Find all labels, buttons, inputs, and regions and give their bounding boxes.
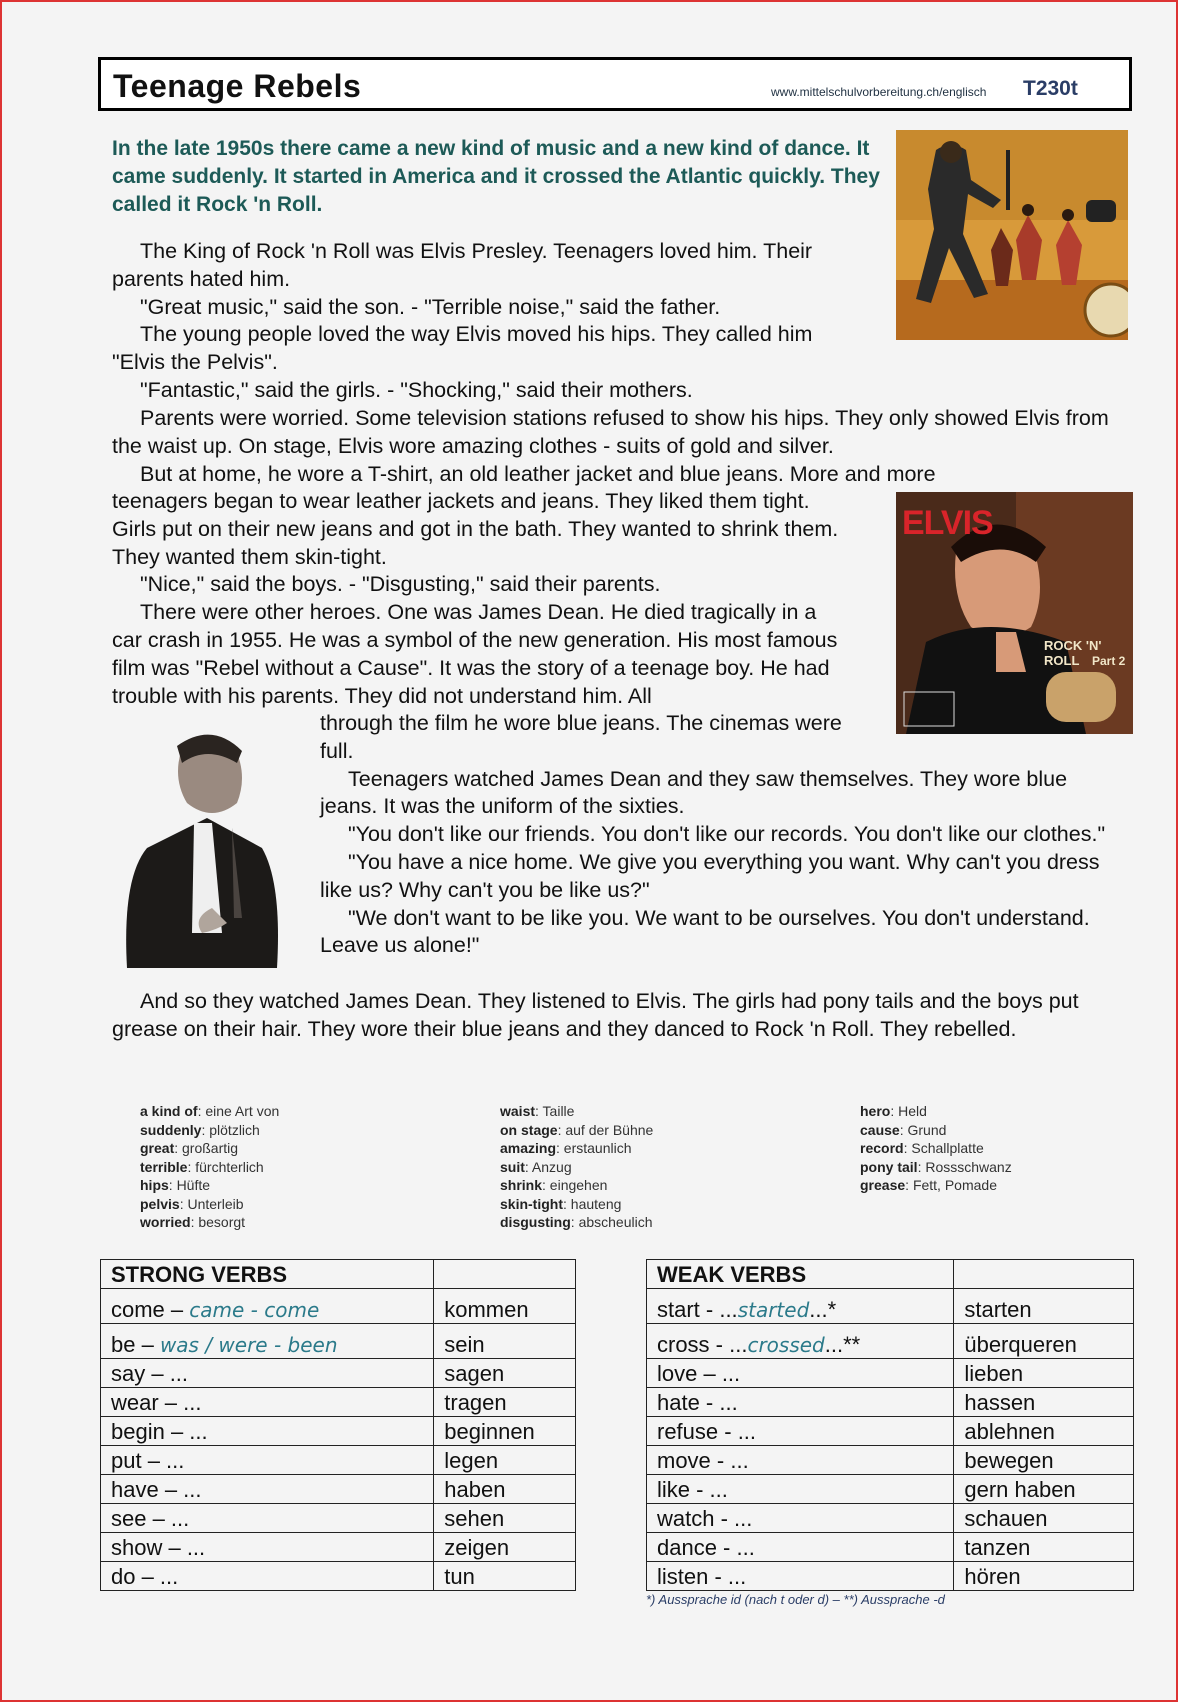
- vocab-term: hero: [860, 1103, 891, 1119]
- table-header-row: [647, 1260, 1134, 1289]
- table-row: [101, 1475, 576, 1504]
- table-row: [101, 1562, 576, 1591]
- paragraph: "You have a nice home. We give you everything you want. Why can't you dress like us? Why can't you be like us?": [320, 849, 1100, 902]
- table-row: [101, 1289, 576, 1324]
- table-row: [647, 1324, 1134, 1359]
- verb-cell[interactable]: [101, 1446, 434, 1475]
- paragraph: And so they watched James Dean. They listened to Elvis. The girls had pony tails and the boys put grease on their hair. They wore their blue jeans and they danced to Rock 'n Roll. They rebelled.: [112, 989, 1079, 1041]
- translation-cell: hassen: [954, 1388, 1134, 1417]
- table-row: [647, 1475, 1134, 1504]
- paragraph: "Nice," said the boys. - "Disgusting," said their parents.: [140, 572, 661, 597]
- elvis-album-image: [896, 492, 1133, 734]
- vocab-term: pony tail: [860, 1158, 918, 1175]
- verb-base: do – ...: [111, 1564, 179, 1589]
- verb-cell[interactable]: [647, 1446, 954, 1475]
- vocab-term: hips: [140, 1177, 169, 1193]
- paragraph: Teenagers watched James Dean and they saw themselves. They wore blue jeans. It was the uniform of the sixties.: [320, 766, 1068, 819]
- table-header-row: [101, 1260, 576, 1289]
- vocab-entry: suit: Anzug: [500, 1158, 572, 1175]
- body-block-c: [112, 488, 850, 710]
- vocab-translation: Held: [898, 1103, 927, 1119]
- vocab-column-2: [500, 1102, 653, 1232]
- table-row: [101, 1359, 576, 1388]
- vocab-entry: a kind of: eine Art von: [140, 1103, 280, 1119]
- paragraph: The King of Rock 'n Roll was Elvis Presley. Teenagers loved him. Their parents hated him.: [112, 239, 813, 291]
- translation-cell: zeigen: [434, 1533, 576, 1562]
- verb-base: put – ...: [111, 1448, 185, 1473]
- empty-header-cell: [954, 1260, 1134, 1289]
- translation-cell: lieben: [954, 1359, 1134, 1388]
- verb-cell[interactable]: [647, 1562, 954, 1591]
- vocab-term: great: [140, 1140, 175, 1156]
- verb-cell[interactable]: [101, 1289, 434, 1324]
- strong-verbs-header: STRONG VERBS: [101, 1260, 434, 1289]
- verb-cell[interactable]: [647, 1324, 954, 1359]
- vocab-term: suddenly: [140, 1121, 202, 1138]
- verb-cell[interactable]: [647, 1359, 954, 1388]
- translation-cell: legen: [434, 1446, 576, 1475]
- vocab-translation: erstaunlich: [563, 1140, 632, 1156]
- vocab-translation: Taille: [542, 1103, 575, 1119]
- verb-cell[interactable]: [101, 1388, 434, 1417]
- verb-base: be –: [111, 1332, 160, 1357]
- verb-cell[interactable]: [101, 1417, 434, 1446]
- translation-cell: schauen: [954, 1504, 1134, 1533]
- verb-cell[interactable]: [647, 1417, 954, 1446]
- verb-cell[interactable]: [101, 1504, 434, 1533]
- translation-cell: sein: [434, 1324, 576, 1359]
- paragraph: There were other heroes. One was James Dean. He died tragically in a car crash in 1955. He was a symbol of the new generation. His most famous film was "Rebel without a Cause". It was the story of a teenage boy. He had trouble with his parents. They did not understand him. All: [112, 600, 838, 708]
- vocab-entry: cause: Grund: [860, 1121, 947, 1138]
- source-url: www.mittelschulvorbereitung.ch/englisch: [771, 85, 987, 99]
- verb-base: hate - ...: [657, 1390, 738, 1415]
- vocab-term: suit: [500, 1158, 525, 1175]
- translation-cell: ablehnen: [954, 1417, 1134, 1446]
- translation-cell: hören: [954, 1562, 1134, 1591]
- table-row: [647, 1417, 1134, 1446]
- verb-answer: crossed: [747, 1333, 825, 1357]
- table-row: [647, 1359, 1134, 1388]
- paragraph: "We don't want to be like you. We want to be ourselves. You don't understand. Leave us alone!": [320, 905, 1090, 958]
- vocab-term: record: [860, 1140, 904, 1156]
- vocab-entry: shrink: eingehen: [500, 1177, 608, 1193]
- vocab-term: waist: [500, 1103, 536, 1119]
- body-block-a: [112, 238, 842, 405]
- table-row: [101, 1504, 576, 1533]
- translation-cell: bewegen: [954, 1446, 1134, 1475]
- vocab-translation: Rossschwanz: [925, 1158, 1012, 1175]
- verb-base: come –: [111, 1297, 190, 1322]
- verb-cell[interactable]: [101, 1562, 434, 1591]
- paragraph: The young people loved the way Elvis moved his hips. They called him "Elvis the Pelvis".: [112, 322, 813, 375]
- empty-header-cell: [434, 1260, 576, 1289]
- vocab-entry: worried: besorgt: [140, 1214, 246, 1230]
- verb-cell[interactable]: [101, 1533, 434, 1562]
- verb-cell[interactable]: [101, 1475, 434, 1504]
- paragraph: "Fantastic," said the girls. - "Shocking," said their mothers.: [140, 377, 693, 402]
- verb-answer: was / were - been: [159, 1333, 338, 1357]
- vocab-translation: Grund: [907, 1121, 947, 1138]
- body-block-d: [320, 710, 1130, 960]
- weak-verbs-table: [646, 1259, 1134, 1591]
- table-row: [647, 1289, 1134, 1324]
- vocab-translation: fürchterlich: [195, 1158, 264, 1175]
- vocab-term: disgusting: [500, 1214, 571, 1230]
- vocab-translation: Schallplatte: [911, 1140, 984, 1156]
- verb-cell[interactable]: [647, 1388, 954, 1417]
- table-row: [647, 1388, 1134, 1417]
- translation-cell: sagen: [434, 1359, 576, 1388]
- vocab-entry: suddenly: plötzlich: [140, 1121, 260, 1138]
- vocab-term: on stage: [500, 1121, 558, 1138]
- paragraph: teenagers began to wear leather jackets and jeans. They liked them tight. Girls put on their new jeans and got in the bath. They wanted to shrink them. They wanted them skin-tight.: [112, 489, 839, 569]
- verb-base: watch - ...: [657, 1506, 753, 1531]
- verb-base: show – ...: [111, 1535, 206, 1560]
- verb-base: start - ...: [657, 1297, 738, 1322]
- table-row: [101, 1324, 576, 1359]
- verb-suffix: ...**: [824, 1332, 861, 1357]
- verb-cell[interactable]: [647, 1504, 954, 1533]
- vocab-translation: besorgt: [198, 1214, 246, 1230]
- vocab-entry: disgusting: abscheulich: [500, 1214, 653, 1230]
- verb-answer: came - come: [189, 1298, 320, 1322]
- table-row: [647, 1562, 1134, 1591]
- vocab-translation: Hüfte: [176, 1177, 211, 1193]
- vocab-entry: skin-tight: hauteng: [500, 1195, 622, 1212]
- vocab-translation: Unterleib: [187, 1195, 244, 1212]
- vocab-term: worried: [140, 1214, 191, 1230]
- vocab-translation: eingehen: [549, 1177, 608, 1193]
- body-block-b: [112, 405, 1122, 488]
- vocab-entry: waist: Taille: [500, 1103, 575, 1119]
- vocab-term: cause: [860, 1121, 900, 1138]
- weak-verbs-header: WEAK VERBS: [647, 1260, 954, 1289]
- vocab-entry: record: Schallplatte: [860, 1140, 984, 1156]
- verb-base: have – ...: [111, 1477, 202, 1502]
- translation-cell: sehen: [434, 1504, 576, 1533]
- vocab-column-3: [860, 1102, 1012, 1195]
- title-box: [98, 57, 1132, 111]
- paragraph: Parents were worried. Some television stations refused to show his hips. They only showed Elvis from the waist up. On stage, Elvis wore amazing clothes - suits of gold and silver.: [112, 406, 1109, 458]
- vocab-translation: plötzlich: [209, 1121, 260, 1138]
- verb-cell[interactable]: [101, 1359, 434, 1388]
- vocab-entry: on stage: auf der Bühne: [500, 1121, 654, 1138]
- intro-text: In the late 1950s there came a new kind of music and a new kind of dance. It came suddenly. It started in America and it crossed the Atlantic quickly. They called it Rock 'n Roll.: [112, 137, 880, 216]
- verb-base: refuse - ...: [657, 1419, 757, 1444]
- translation-cell: haben: [434, 1475, 576, 1504]
- verb-base: see – ...: [111, 1506, 190, 1531]
- table-row: [101, 1446, 576, 1475]
- verb-cell[interactable]: [647, 1475, 954, 1504]
- vocab-term: terrible: [140, 1158, 188, 1175]
- vocab-term: pelvis: [140, 1195, 180, 1212]
- vocab-term: shrink: [500, 1177, 543, 1193]
- strong-verbs-table: [100, 1259, 576, 1591]
- vocab-entry: grease: Fett, Pomade: [860, 1177, 997, 1193]
- vocab-translation: Anzug: [531, 1158, 572, 1175]
- vocab-column-1: [140, 1102, 279, 1232]
- verb-base: say – ...: [111, 1361, 189, 1386]
- worksheet-code: T230t: [1023, 77, 1078, 100]
- vocab-translation: großartig: [182, 1140, 239, 1156]
- album-subtitle: ROCK 'N' ROLL: [1044, 638, 1102, 668]
- page-title: Teenage Rebels: [113, 68, 362, 104]
- verb-cell[interactable]: [101, 1324, 434, 1359]
- table-row: [101, 1417, 576, 1446]
- translation-cell: beginnen: [434, 1417, 576, 1446]
- vocab-term: grease: [860, 1177, 906, 1193]
- paragraph: "Great music," said the son. - "Terrible noise," said the father.: [140, 294, 721, 319]
- verb-base: begin – ...: [111, 1419, 208, 1444]
- vocab-term: a kind of: [140, 1103, 198, 1119]
- vocab-translation: eine Art von: [205, 1103, 280, 1119]
- verb-base: dance - ...: [657, 1535, 755, 1560]
- table-row: [101, 1533, 576, 1562]
- translation-cell: gern haben: [954, 1475, 1134, 1504]
- verb-cell[interactable]: [647, 1533, 954, 1562]
- body-block-final: [112, 988, 1132, 1044]
- paragraph: through the film he wore blue jeans. The cinemas were full.: [320, 711, 842, 763]
- verb-answer: started: [737, 1298, 810, 1322]
- footnote: *) Aussprache id (nach t oder d) – **) Aussprache -d: [646, 1592, 945, 1607]
- rock-n-roll-album-image: [896, 130, 1128, 340]
- verb-base: cross - ...: [657, 1332, 748, 1357]
- table-row: [647, 1533, 1134, 1562]
- verb-base: listen - ...: [657, 1564, 747, 1589]
- album-part: Part 2: [1092, 654, 1126, 668]
- vocab-entry: hero: Held: [860, 1103, 927, 1119]
- vocab-entry: hips: Hüfte: [140, 1177, 211, 1193]
- table-row: [101, 1388, 576, 1417]
- vocab-term: amazing: [500, 1140, 557, 1156]
- verb-suffix: ...*: [809, 1297, 837, 1322]
- vocab-entry: pelvis: Unterleib: [140, 1195, 244, 1212]
- table-row: [647, 1446, 1134, 1475]
- translation-cell: starten: [954, 1289, 1134, 1324]
- vocab-translation: Fett, Pomade: [912, 1177, 997, 1193]
- vocab-translation: hauteng: [570, 1195, 622, 1212]
- verb-base: love – ...: [657, 1361, 741, 1386]
- translation-cell: tanzen: [954, 1533, 1134, 1562]
- table-row: [647, 1504, 1134, 1533]
- vocab-entry: pony tail: Rossschwanz: [860, 1158, 1012, 1175]
- verb-base: move - ...: [657, 1448, 749, 1473]
- translation-cell: tragen: [434, 1388, 576, 1417]
- album-title-elvis: ELVIS: [902, 504, 993, 542]
- translation-cell: kommen: [434, 1289, 576, 1324]
- verb-base: like - ...: [657, 1477, 728, 1502]
- vocab-translation: auf der Bühne: [565, 1121, 654, 1138]
- paragraph: But at home, he wore a T-shirt, an old leather jacket and blue jeans. More and more: [140, 461, 936, 486]
- verb-base: wear – ...: [111, 1390, 202, 1415]
- vocab-entry: terrible: fürchterlich: [140, 1158, 264, 1175]
- vocab-entry: great: großartig: [140, 1140, 239, 1156]
- vocab-term: skin-tight: [500, 1195, 563, 1212]
- paragraph: "You don't like our friends. You don't like our records. You don't like our clothes.": [348, 822, 1106, 847]
- james-dean-portrait-image: [112, 728, 300, 976]
- verb-cell[interactable]: [647, 1289, 954, 1324]
- translation-cell: überqueren: [954, 1324, 1134, 1359]
- translation-cell: tun: [434, 1562, 576, 1591]
- vocab-entry: amazing: erstaunlich: [500, 1140, 632, 1156]
- vocab-translation: abscheulich: [578, 1214, 653, 1230]
